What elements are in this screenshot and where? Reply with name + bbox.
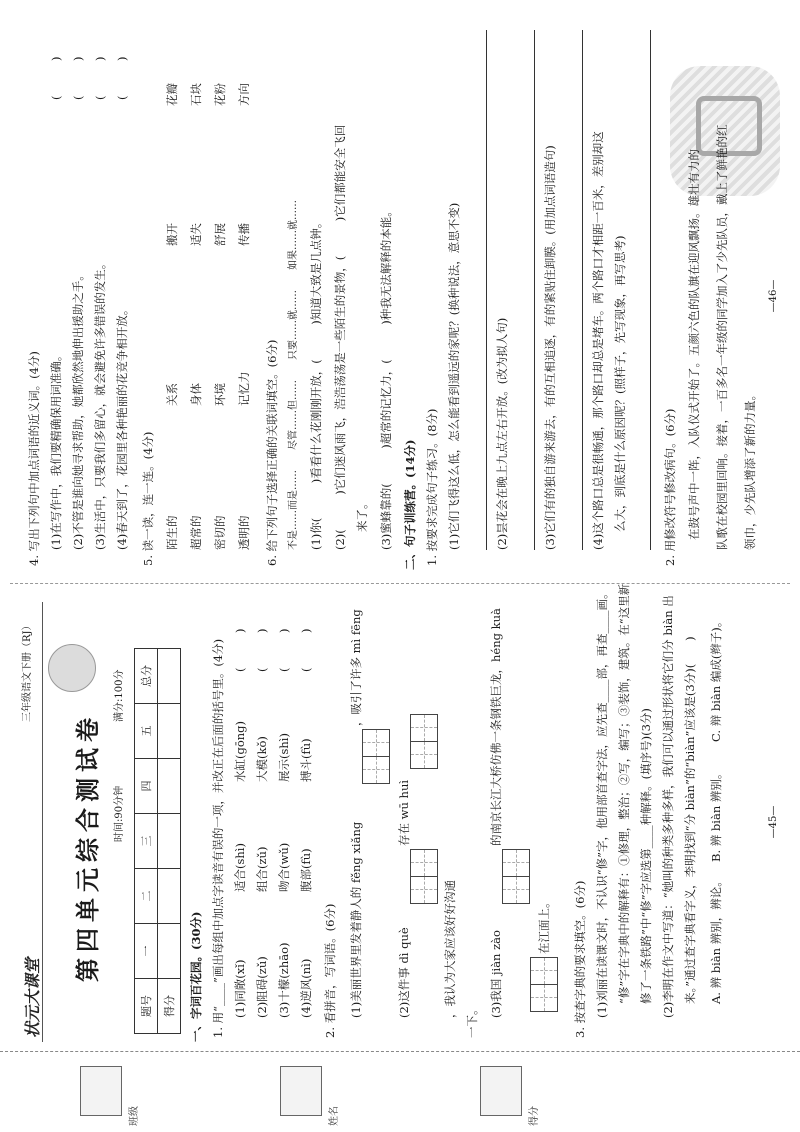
q5-left[interactable]: 密切的	[213, 515, 227, 550]
binding-label-class: 班级	[129, 1106, 140, 1126]
answer-line[interactable]	[650, 30, 651, 550]
q7-4: (4)这个路口总是很畅通，那个路口却总是堵车。两个路口才相距一百米，差别却这	[591, 131, 605, 550]
q5-far[interactable]: 花瓣	[165, 83, 179, 106]
q4-item: (4)春天到了，花园里各种艳丽的花竞争相开放。	[115, 303, 129, 550]
score-cell[interactable]	[158, 759, 181, 814]
q2-line1a: (1)美丽世界里发着静人的 fěng xiǎng	[349, 821, 363, 1018]
q1-blank[interactable]: ( )	[299, 628, 313, 672]
answer-box[interactable]	[502, 876, 530, 904]
page-number-left: —45—	[768, 805, 779, 839]
q4-item: (1)在写作中，我们要精确保用词准确。	[49, 349, 63, 550]
q1-item: (1)同敞(xǐ)	[233, 959, 247, 1018]
answer-box[interactable]	[530, 984, 558, 1012]
score-head: 三	[135, 814, 158, 869]
answer-box[interactable]	[530, 957, 558, 985]
q3-option-a[interactable]: A. 辨 biàn 辨别，辨论。	[709, 875, 723, 1004]
q4-blank[interactable]: ( )	[49, 56, 63, 100]
q2-line2d: 一下。	[465, 1003, 479, 1038]
brand-logo: 状元大课堂	[23, 957, 42, 1038]
page-title: 第四单元综合测试卷	[74, 712, 102, 982]
q5-left[interactable]: 透明的	[237, 515, 251, 550]
q5-right[interactable]: 传播	[237, 223, 251, 246]
q5-mid[interactable]: 身体	[189, 383, 203, 406]
q6-2b: 来了。	[355, 497, 369, 532]
page-number-right: —46—	[768, 279, 779, 313]
q6-options: 不是……而是…… 尽管……但…… 只要……就…… 如果……就……	[288, 200, 299, 550]
q5-left[interactable]: 超常的	[189, 515, 203, 550]
q5-right[interactable]: 适失	[189, 223, 203, 246]
q2-prompt: 2. 看拼音，写词语。(6分)	[323, 903, 337, 1038]
q5-far[interactable]: 花粉	[213, 83, 227, 106]
q3-2b: 来。”通过查字典看字义，李明找到“分 biàn”的“biàn”应该是(3分)( )	[683, 636, 697, 1004]
q1-item: (3)十檬(zhāo)	[277, 942, 291, 1018]
score-head: 五	[135, 704, 158, 759]
q5-far[interactable]: 方向	[237, 83, 251, 106]
q3-1c: 修了一条铁路”中“修”字应选第____种解释。(填序号)(3分)	[639, 708, 653, 1004]
q2-line2a: (2)这件事 dì què	[397, 927, 411, 1018]
mascot-icon	[48, 644, 96, 692]
q6-prompt: 6. 给下列句子选择正确的关联词填空。(6分)	[265, 339, 279, 566]
q1-prompt: 1. 用“____”画出每组中加点字读音有误的一项，并改正在后面的括号里。(4分)	[211, 638, 225, 1038]
q4-item: (3)生活中，只要我们多留心，就会避免许多错误的发生。	[93, 257, 107, 550]
book-subtitle: 三年级语文下册（RJ）	[22, 620, 33, 722]
q7-1: (1)它们飞得这么低，怎么能看到遥远的家呢？(换种说法，意思不变)	[447, 202, 461, 550]
q5-far[interactable]: 石块	[189, 83, 203, 106]
q2-line3b: 的南京长江大桥仿佛一条钢铁巨龙，héng kuà	[489, 608, 503, 846]
q7-3: (3)它们有的独自游来游去，有的互相追逐，有的紧贴住卸膜。(用加点词语造句)	[543, 145, 557, 550]
q3-2: (2)李明在作文中写道：“她叫的种类多种多样，我们可以通过形状将它们分 biàn 出	[661, 595, 675, 1018]
q4-prompt: 4. 写出下列句中加点词语的近义词。(4分)	[27, 351, 41, 566]
q5-mid[interactable]: 环境	[213, 383, 227, 406]
answer-box[interactable]	[362, 756, 390, 784]
q1-item: 腹部(fù)	[299, 848, 313, 892]
score-cell: 得分	[158, 979, 181, 1034]
q3-prompt: 3. 按查字典的要求填空。(6分)	[573, 880, 587, 1038]
answer-line[interactable]	[534, 30, 535, 550]
score-head: 题号	[135, 979, 158, 1034]
score-head: 一	[135, 924, 158, 979]
answer-box[interactable]	[502, 849, 530, 877]
q1-blank[interactable]: ( )	[255, 628, 269, 672]
q1-item: 吻合(wǔ)	[277, 842, 291, 892]
q6-3: (3)蜜蜂靠的( )超常的记忆力，( )种我无法解释的本能。	[379, 205, 393, 550]
binding-label-name: 姓名	[329, 1106, 340, 1126]
q4-blank[interactable]: ( )	[93, 56, 107, 100]
answer-box[interactable]	[410, 714, 438, 742]
score-table	[134, 648, 181, 1034]
left-page	[0, 583, 800, 1052]
q5-mid[interactable]: 关系	[165, 383, 179, 406]
section2-heading: 二、句子训练营。(14分)	[403, 439, 417, 570]
answer-box[interactable]	[410, 849, 438, 877]
q6-2: (2)( )它们迷风雨飞，浩浩荡荡是一些陌生的景物，( )它们都能安全飞回	[333, 124, 347, 550]
q3-1b: “修”字在字典中的解释有：①修理，整治；②写，编写；③装饰，建筑。在“这里新	[617, 583, 631, 1004]
q5-mid[interactable]: 记忆力	[237, 371, 251, 406]
q4-item: (2)不管是谁向她寻求帮助，她都欣然地伸出援助之手。	[71, 269, 85, 550]
q2-line3a: (3)我国 jiàn zào	[489, 930, 503, 1018]
q4-blank[interactable]: ( )	[115, 56, 129, 100]
q1-item: 适合(shì)	[233, 843, 247, 892]
q2-line2c	[440, 598, 460, 1018]
binding-box-name	[280, 1066, 322, 1116]
q1-item: 水缸(gōng)	[233, 720, 247, 782]
score-head: 四	[135, 759, 158, 814]
answer-line[interactable]	[486, 30, 487, 550]
q2-line1b: ，吸引了许多 mì fēng	[349, 609, 363, 726]
q4-blank[interactable]: ( )	[71, 56, 85, 100]
q8-prompt: 2. 用修改符号修改病句。(6分)	[663, 408, 677, 566]
q5-right[interactable]: 搬开	[165, 223, 179, 246]
q1-blank[interactable]: ( )	[277, 628, 291, 672]
q1-item: 搏斗(fù)	[299, 738, 313, 782]
binding-box-score	[480, 1066, 522, 1116]
q5-right[interactable]: 舒展	[213, 223, 227, 246]
score-cell[interactable]	[158, 814, 181, 869]
binding-label-score: 得分	[529, 1106, 540, 1126]
q1-item: 展示(shì)	[277, 733, 291, 782]
q3-1: (1)刘丽在读课文时，不认识“修”字，他用部首查字法，应先查____部，再查____画。	[595, 587, 609, 1018]
q7-4b: 么大，到底是什么原因呢？(照样子，先写现象，再写思考)	[613, 235, 627, 532]
exam-full-score: 满分:100分	[114, 669, 125, 722]
q8-text2: 队歌在校园里回响。接着，一百多名一年级的同学加入了少先队员，戴上了鲜艳的红	[715, 124, 729, 550]
score-cell[interactable]	[158, 924, 181, 979]
q2-line2b: 存在 wū huì	[397, 779, 411, 846]
q2-line2c-text: ，我认为大家应该好好沟通	[443, 880, 457, 1018]
section1-heading: 一、字词百花园。(30分)	[189, 911, 203, 1042]
score-head: 总分	[135, 649, 158, 704]
q3-option-c[interactable]: C. 辩 biàn 编成(辫子)。	[709, 615, 723, 742]
q7-2: (2)昙花会在晚上九点左右开放。(改为拟人句)	[495, 317, 509, 550]
right-page	[0, 16, 800, 576]
q2-line3c: 在江面上。	[537, 896, 551, 954]
exam-time: 时间:90分钟	[114, 785, 125, 842]
q1-item: 大模(kǒ)	[255, 736, 269, 782]
q5-left[interactable]: 陌生的	[165, 515, 179, 550]
binding-box-class	[80, 1066, 122, 1116]
score-cell[interactable]	[158, 869, 181, 924]
q1-item: (2)阻碍(zǔ)	[255, 956, 269, 1018]
answer-line[interactable]	[582, 30, 583, 550]
q6-1: (1)你( )看看什么花刚刚开放，( )知道大致是几点钟。	[309, 216, 323, 550]
q8-text3: 领巾，少先队增添了新的力量。	[743, 389, 757, 550]
answer-box[interactable]	[410, 876, 438, 904]
q8-text: 在鼓号声中一阵，入队仪式开始了。五颜六色的队旗在迎风飘扬。雄壮有力的	[687, 149, 701, 540]
q5-prompt: 5. 读一读，连一连。(4分)	[141, 431, 155, 566]
score-cell[interactable]	[158, 704, 181, 759]
score-head: 二	[135, 869, 158, 924]
binding-strip	[0, 1051, 800, 1132]
q1-blank[interactable]: ( )	[233, 628, 247, 672]
q3-option-b[interactable]: B. 辨 biàn 辨别。	[709, 767, 723, 862]
answer-box[interactable]	[362, 729, 390, 757]
q1-item: 组合(zǔ)	[255, 846, 269, 892]
q7-prompt: 1. 按要求完成句子练习。(8分)	[425, 408, 439, 566]
answer-box[interactable]	[410, 741, 438, 769]
q1-item: (4)逆风(nì)	[299, 958, 313, 1018]
score-cell[interactable]	[158, 649, 181, 704]
